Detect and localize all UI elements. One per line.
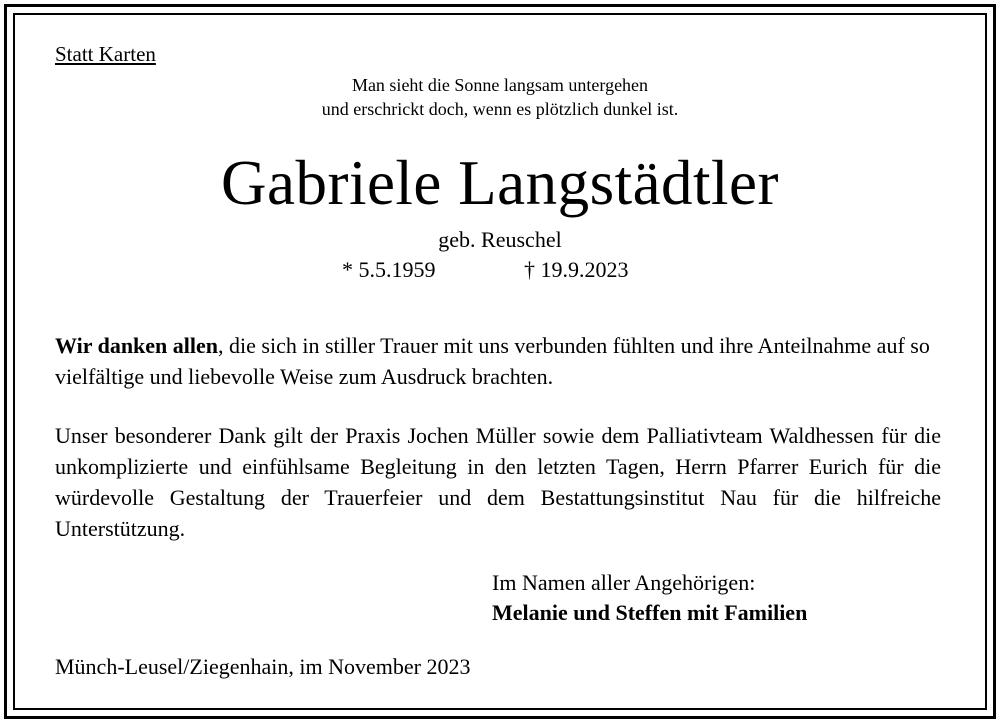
header-label: Statt Karten [55,42,156,66]
birth-date: * 5.5.1959 [342,257,436,282]
death-date: † 19.9.2023 [524,257,629,282]
signature-intro: Im Namen aller Angehörigen: [492,570,756,595]
signature-names: Melanie und Steffen mit Familien [492,600,808,625]
birth-name: geb. Reuschel [438,227,562,252]
quote-line-1: Man sieht die Sonne langsam untergehen [351,75,649,95]
quote-line-2: und erschrickt doch, wenn es plötzlich dunkel ist. [321,99,679,119]
thanks-paragraph [55,330,945,392]
special-thanks-paragraph: Unser besonderer Dank gilt der Praxis Jochen Müller sowie dem Palliativteam Waldhessen für die unkomplizierte und einfühlsame Begleitung in den letzten Tagen, Herrn Pfarrer Eurich für die würdevolle Gestaltung der Trauerfeier und dem Bestattungsinstitut Nau für die hilfreiche Unterstützung. [55,423,941,541]
thanks-intro: Wir danken allen [55,333,219,358]
thanks-text: , die sich in stiller Trauer mit uns verbunden fühlten und ihre Anteilnahme auf so vielfältige und liebevolle Weise zum Ausdruck brachten. [55,333,930,389]
deceased-name: Gabriele Langstädtler [221,148,779,218]
place-and-date: Münch-Leusel/Ziegenhain, im November 2023 [55,654,471,679]
